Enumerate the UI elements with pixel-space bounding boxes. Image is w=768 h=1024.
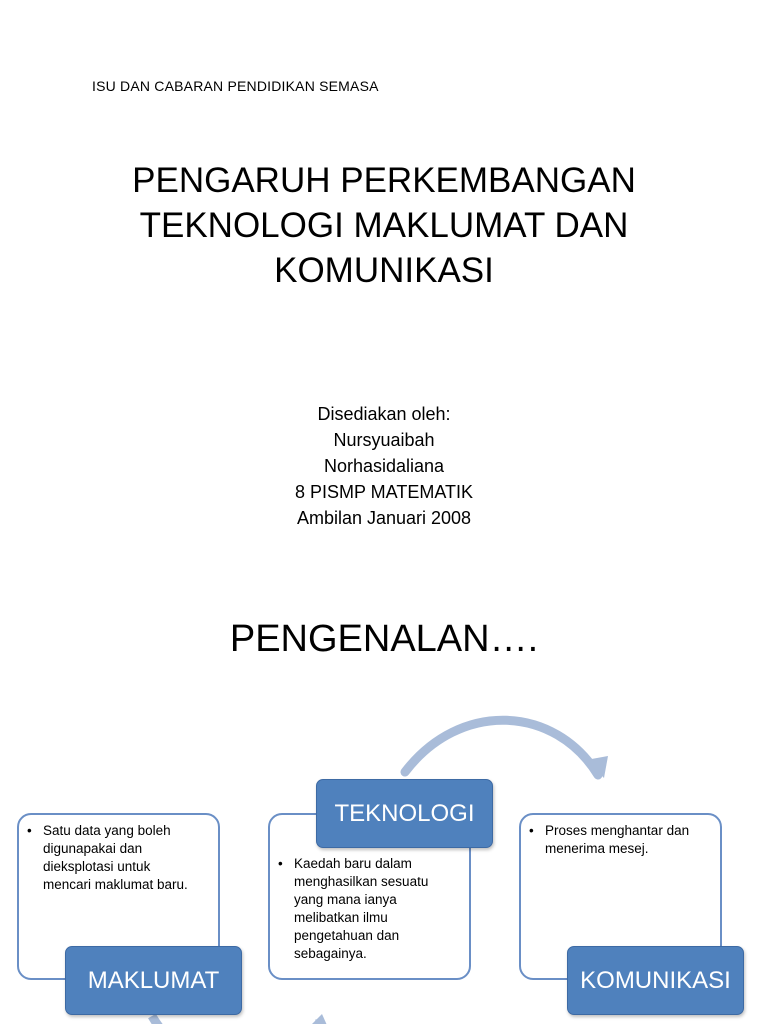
bullet-line: menerima mesej.	[545, 841, 649, 856]
credits-line: 8 PISMP MATEMATIK	[294, 482, 474, 502]
bullet-line: pengetahuan dan	[294, 928, 400, 943]
bullet-line: dieksplotasi untuk	[43, 859, 151, 874]
teknologi-label: TEKNOLOGI	[316, 779, 493, 848]
komunikasi-bullet	[537, 822, 720, 858]
komunikasi-label: KOMUNIKASI	[567, 946, 744, 1015]
bottom-left-arc	[152, 1016, 180, 1024]
bullet-line: Kaedah baru dalam	[294, 856, 412, 871]
bullet-line: Proses menghantar dan	[545, 823, 690, 838]
course-header: ISU DAN CABARAN PENDIDIKAN SEMASA	[92, 78, 379, 94]
teknologi-bullet	[286, 855, 469, 963]
bullet-line: melibatkan ilmu	[294, 910, 388, 925]
bullet-line: yang mana ianya	[294, 892, 397, 907]
maklumat-bullet	[35, 822, 218, 894]
title-line: TEKNOLOGI MAKLUMAT DAN	[139, 206, 629, 245]
bottom-center-arrowhead	[308, 1014, 330, 1024]
top-arc-arrow	[405, 720, 598, 775]
credits-line: Ambilan Januari 2008	[296, 508, 472, 528]
slide-2	[0, 580, 768, 1024]
credits-line: Disediakan oleh:	[317, 404, 451, 424]
bullet-line: Satu data yang boleh	[43, 823, 171, 838]
credits-block	[234, 401, 534, 531]
bullet-line: mencari maklumat baru.	[43, 877, 188, 892]
slide-title	[84, 158, 684, 293]
intro-title: PENGENALAN….	[229, 618, 539, 660]
title-line: KOMUNIKASI	[274, 251, 494, 290]
credits-line: Norhasidaliana	[323, 456, 445, 476]
title-line: PENGARUH PERKEMBANGAN	[132, 161, 636, 200]
maklumat-label: MAKLUMAT	[65, 946, 242, 1015]
bullet-line: digunapakai dan	[43, 841, 143, 856]
credits-line: Nursyuaibah	[333, 430, 435, 450]
bullet-line: menghasilkan sesuatu	[294, 874, 429, 889]
bullet-line: sebagainya.	[294, 946, 367, 961]
